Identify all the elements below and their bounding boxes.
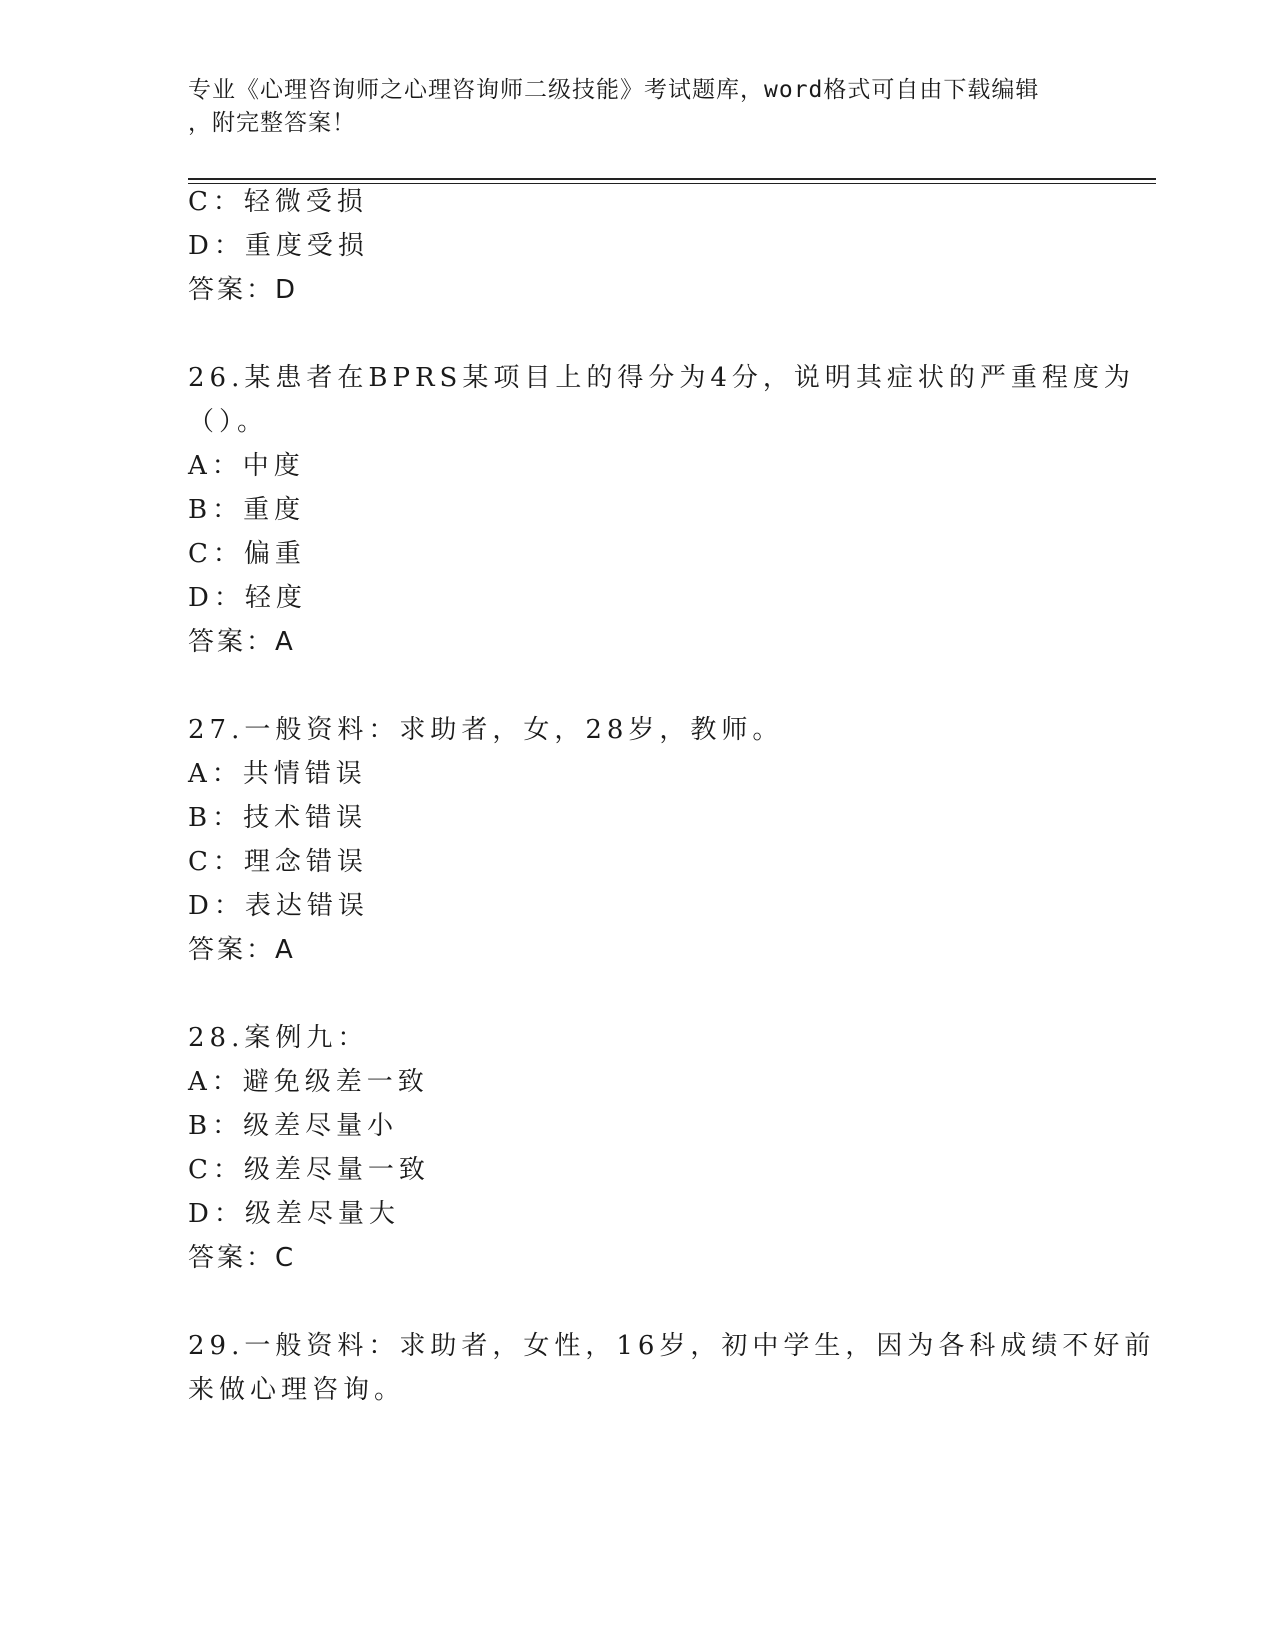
q27-option-c: C：理念错误 bbox=[188, 847, 368, 877]
header-divider-thick bbox=[188, 178, 1156, 180]
q26-option-c: C：偏重 bbox=[188, 539, 306, 569]
q27-option-d: D：表达错误 bbox=[188, 891, 369, 921]
q25-option-c: C：轻微受损 bbox=[188, 187, 368, 217]
q26-stem-line-1: 26.某患者在BPRS某项目上的得分为4分，说明其症状的严重程度为 bbox=[188, 363, 1135, 393]
q28-option-b: B：级差尽量小 bbox=[188, 1111, 399, 1141]
q28-option-d: D：级差尽量大 bbox=[188, 1199, 400, 1229]
header-line-2: ，附完整答案！ bbox=[188, 110, 356, 136]
q25-answer: 答案：D bbox=[188, 275, 299, 305]
header-line-1: 专业《心理咨询师之心理咨询师二级技能》考试题库，word格式可自由下载编辑 bbox=[188, 77, 1040, 103]
q29-stem-line-2: 来做心理咨询。 bbox=[188, 1375, 406, 1405]
document-header bbox=[188, 74, 1088, 140]
q29-stem-line-1: 29.一般资料：求助者，女性，16岁，初中学生，因为各科成绩不好前 bbox=[188, 1331, 1156, 1361]
header-divider-thin bbox=[188, 183, 1156, 184]
q26-option-b: B：重度 bbox=[188, 495, 306, 525]
q26-stem-line-2: （）。 bbox=[188, 407, 269, 437]
q27-option-b: B：技术错误 bbox=[188, 803, 368, 833]
q27-stem: 27.一般资料：求助者，女，28岁，教师。 bbox=[188, 715, 784, 745]
q25-option-d: D：重度受损 bbox=[188, 231, 369, 261]
q28-stem: 28.案例九： bbox=[188, 1023, 369, 1053]
q26-answer: 答案：A bbox=[188, 627, 296, 657]
q28-option-a: A：避免级差一致 bbox=[188, 1067, 429, 1097]
q27-answer: 答案：A bbox=[188, 935, 296, 965]
q28-answer: 答案：C bbox=[188, 1243, 297, 1273]
q28-option-c: C：级差尽量一致 bbox=[188, 1155, 430, 1185]
q26-option-d: D：轻度 bbox=[188, 583, 307, 613]
q27-option-a: A：共情错误 bbox=[188, 759, 367, 789]
q26-option-a: A：中度 bbox=[188, 451, 305, 481]
